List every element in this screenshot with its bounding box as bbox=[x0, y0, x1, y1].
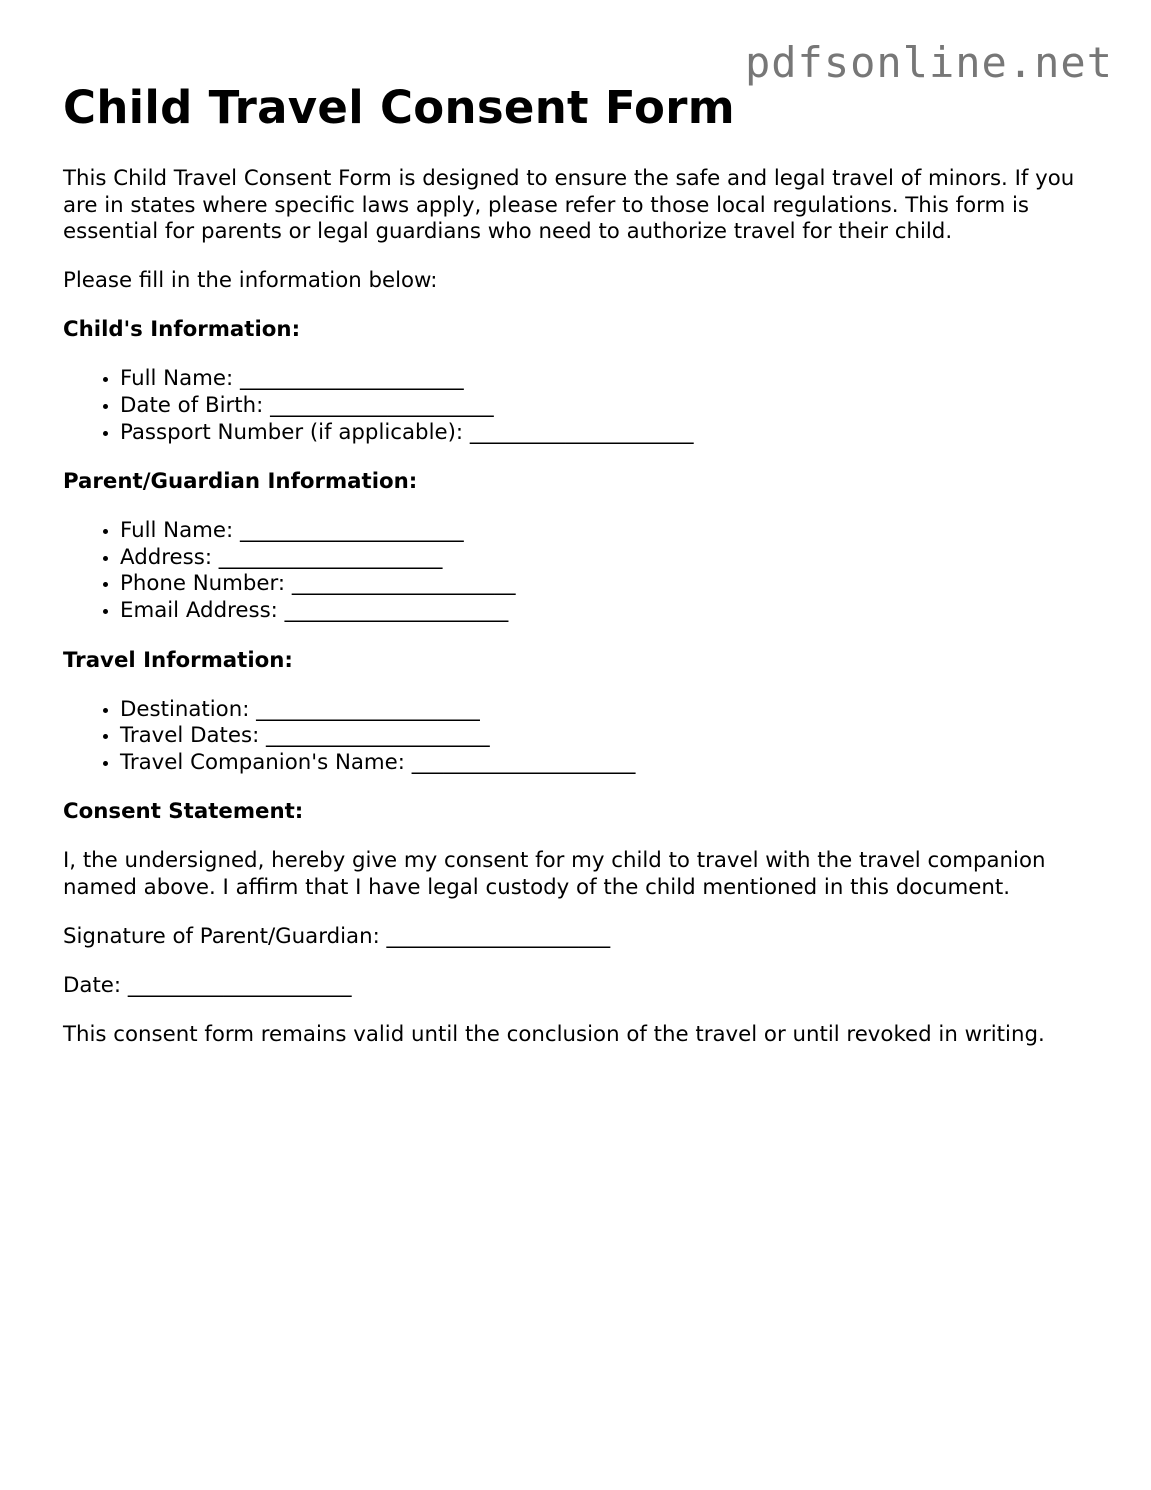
guardian-address-field[interactable]: • Address: _____________________ bbox=[120, 545, 1103, 572]
guardian-full-name-field[interactable]: • Full Name: _____________________ bbox=[120, 518, 1103, 545]
travel-info-heading: Travel Information: bbox=[63, 647, 293, 673]
child-full-name-field[interactable]: • Full Name: _____________________ bbox=[120, 366, 1103, 393]
guardian-info-heading: Parent/Guardian Information: bbox=[63, 468, 418, 494]
document-page bbox=[63, 80, 1103, 1071]
fill-blank[interactable]: _____________________ bbox=[218, 544, 443, 570]
fill-blank[interactable]: _____________________ bbox=[270, 392, 494, 418]
intro-paragraph: This Child Travel Consent Form is designed to ensure the safe and legal travel of minors. If you are in states where specific laws apply, please refer to those local regulations. This form is essential for parents or legal guardians who need to authorize travel for their child. bbox=[63, 166, 1075, 244]
child-passport-field[interactable]: • Passport Number (if applicable): _____________________ bbox=[120, 420, 1103, 447]
guardian-email-field[interactable]: • Email Address: _____________________ bbox=[120, 598, 1103, 625]
travel-info-list bbox=[63, 697, 1103, 777]
child-info-heading: Child's Information: bbox=[63, 317, 301, 342]
child-info-list bbox=[63, 366, 1103, 446]
signature-field[interactable]: Signature of Parent/Guardian: _____________________ bbox=[63, 923, 611, 949]
fill-blank[interactable]: _____________________ bbox=[256, 696, 480, 722]
travel-destination-field[interactable]: • Destination: _____________________ bbox=[120, 697, 1103, 724]
fill-instruction: Please fill in the information below: bbox=[63, 268, 438, 293]
fill-blank[interactable]: _____________________ bbox=[469, 419, 694, 445]
fill-blank[interactable]: _____________________ bbox=[239, 366, 464, 391]
child-dob-field[interactable]: • Date of Birth: _____________________ bbox=[120, 393, 1103, 420]
fill-blank[interactable]: _____________________ bbox=[386, 923, 611, 949]
date-field[interactable]: Date: _____________________ bbox=[63, 972, 352, 998]
fill-blank[interactable]: _____________________ bbox=[284, 598, 509, 624]
page-title: Child Travel Consent Form bbox=[63, 81, 735, 134]
fill-blank[interactable]: _____________________ bbox=[291, 571, 516, 597]
consent-statement: I, the undersigned, hereby give my consent for my child to travel with the travel companion named above. I affirm that I have legal custody of the child mentioned in this document. bbox=[63, 848, 1046, 900]
fill-blank[interactable]: _____________________ bbox=[239, 517, 464, 543]
guardian-info-list bbox=[63, 518, 1103, 625]
fill-blank[interactable]: _____________________ bbox=[127, 972, 352, 998]
fill-blank[interactable]: _____________________ bbox=[411, 750, 636, 776]
consent-heading: Consent Statement: bbox=[63, 799, 304, 825]
watermark-text: pdfsonline.net bbox=[744, 38, 1113, 87]
travel-companion-field[interactable]: • Travel Companion's Name: _____________________ bbox=[120, 750, 1103, 777]
guardian-phone-field[interactable]: • Phone Number: _____________________ bbox=[120, 571, 1103, 598]
fill-blank[interactable]: _____________________ bbox=[266, 723, 490, 749]
validity-note: This consent form remains valid until the conclusion of the travel or until revoked in writing. bbox=[63, 1021, 1045, 1047]
travel-dates-field[interactable]: • Travel Dates: _____________________ bbox=[120, 723, 1103, 750]
